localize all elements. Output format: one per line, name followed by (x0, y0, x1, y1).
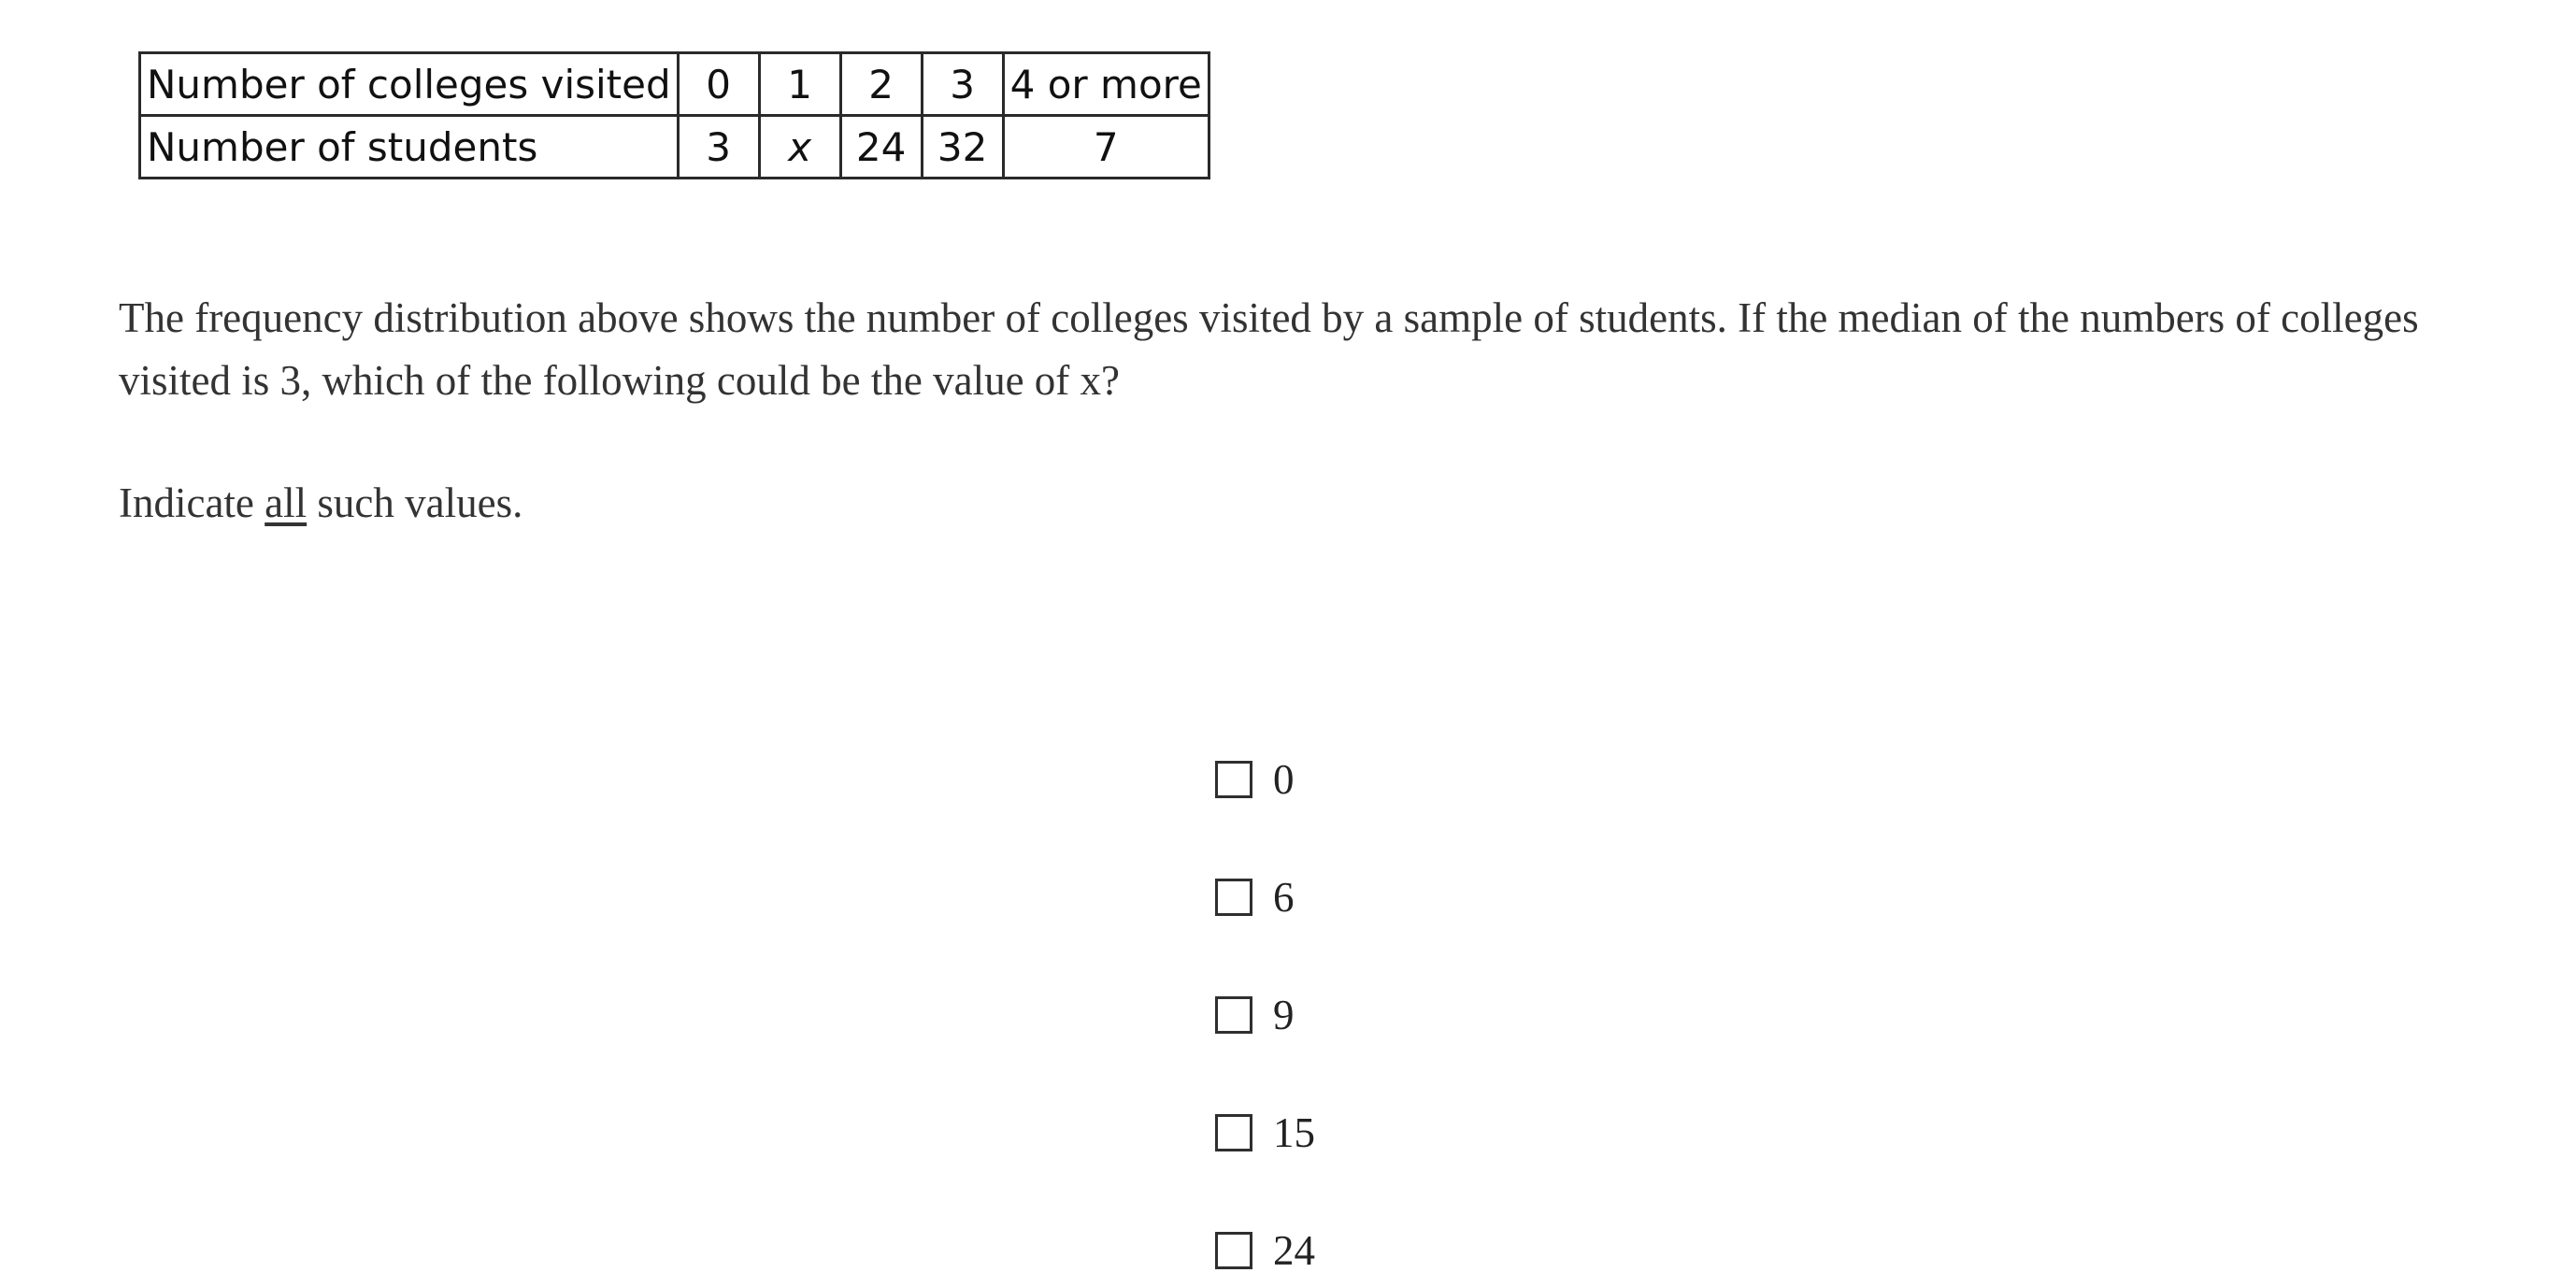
instruction-emphasis: all (265, 479, 308, 526)
choice-label: 0 (1273, 756, 1295, 803)
table-cell: 2 (840, 53, 922, 116)
checkbox[interactable] (1215, 1232, 1252, 1269)
table-header-row (140, 53, 1209, 116)
choice-label: 24 (1273, 1227, 1315, 1274)
checkbox[interactable] (1215, 996, 1252, 1034)
table-row-label: Number of students (140, 116, 679, 179)
choice-option[interactable] (1215, 987, 1295, 1043)
choice-option[interactable] (1215, 1223, 1315, 1279)
checkbox[interactable] (1215, 879, 1252, 916)
table-cell: 32 (922, 116, 1003, 179)
choice-label: 6 (1273, 874, 1295, 921)
table-cell: 3 (922, 53, 1003, 116)
table-cell: 24 (840, 116, 922, 179)
instruction-text (119, 472, 522, 535)
table-cell: 7 (1003, 116, 1209, 179)
table-cell: 0 (678, 53, 759, 116)
table-cell: 4 or more (1003, 53, 1209, 116)
checkbox[interactable] (1215, 761, 1252, 798)
table-cell: 3 (678, 116, 759, 179)
choice-option[interactable] (1215, 869, 1295, 925)
instruction-suffix: such values. (307, 479, 523, 526)
table-cell: 1 (759, 53, 840, 116)
question-text: The frequency distribution above shows the number of colleges visited by a sample of students. If the median of the numbers of colleges visited is 3, which of the following could be the value of x? (119, 294, 2419, 404)
choice-label: 15 (1273, 1109, 1315, 1156)
frequency-table (138, 51, 1210, 179)
choice-option[interactable] (1215, 1105, 1315, 1161)
table-row-label: Number of colleges visited (140, 53, 679, 116)
checkbox[interactable] (1215, 1114, 1252, 1151)
choice-option[interactable] (1215, 751, 1295, 808)
choice-label: 9 (1273, 992, 1295, 1038)
table-data-row (140, 116, 1209, 179)
instruction-prefix: Indicate (119, 479, 265, 526)
table-cell-variable: x (759, 116, 840, 179)
